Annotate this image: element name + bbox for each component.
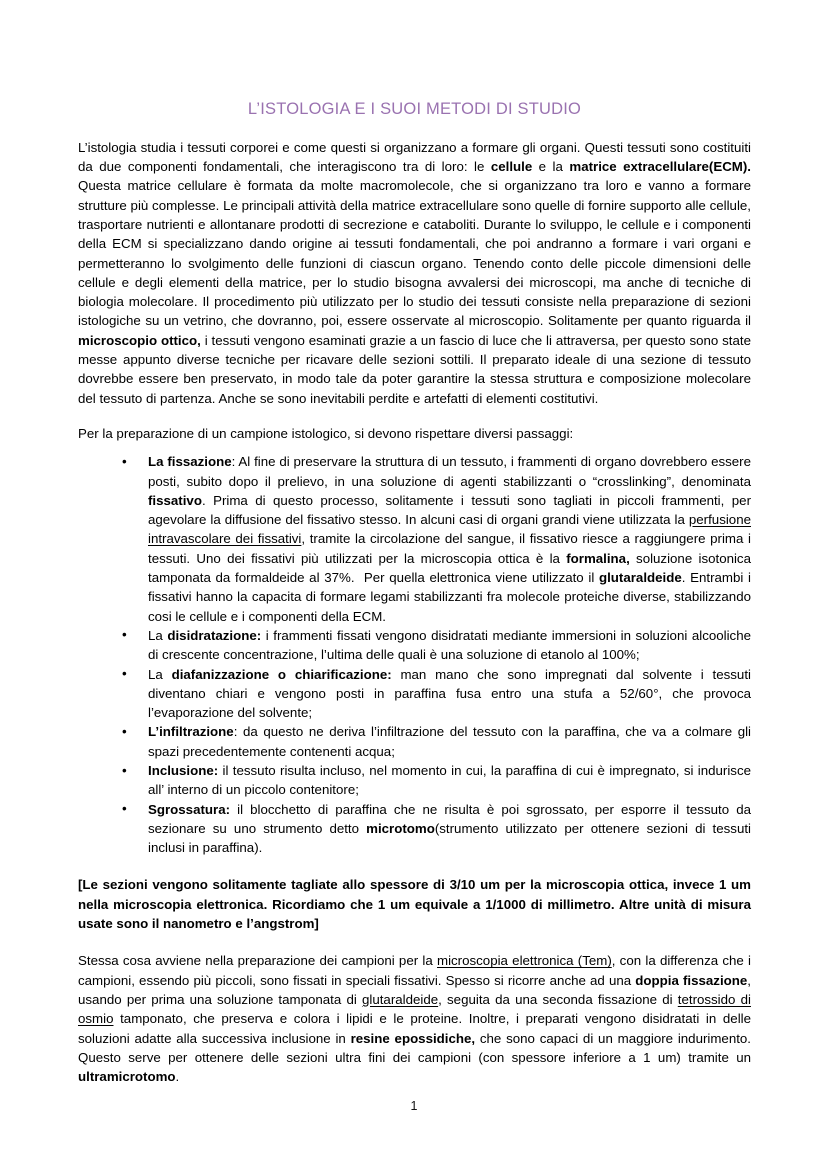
preparation-steps-list xyxy=(78,452,751,857)
list-item: • La disidratazione: i frammenti fissati vengono disidratati mediante immersioni in soluzioni alcooliche di crescente concentrazione, l’ultima delle quali è una soluzione di etanolo al 100%; xyxy=(122,626,751,665)
list-item: • Sgrossatura: il blocchetto di paraffina che ne risulta è poi sgrossato, per esporre il tessuto da sezionare su uno strumento detto microtomo(strumento utilizzato per ottenere sezioni di tessuti inclusi in paraffina). xyxy=(122,800,751,858)
list-item: • L’infiltrazione: da questo ne deriva l’infiltrazione del tessuto con la paraffina, che va a colmare gli spazi precedentemente contenenti acqua; xyxy=(122,722,751,761)
page-title: L’ISTOLOGIA E I SUOI METODI DI STUDIO xyxy=(247,100,582,118)
electron-microscopy-paragraph: Stessa cosa avviene nella preparazione dei campioni per la microscopia elettronica (Tem), con la differenza che i campioni, essendo più piccoli, sono fissati in speciali fissativi. Spesso si ricorre anche ad una doppia fissazione, usando per prima una soluzione tamponata di glutaraldeide, seguita da una seconda fissazione di tetrossido di osmio tamponato, che preserva e colora i lipidi e le proteine. Inoltre, i preparati vengono disidratati in delle soluzioni adatte alla successiva inclusione in resine epossidiche, che sono capaci di un maggiore indurimento. Questo serve per ottenere delle sezioni ultra fini dei campioni (con spessore inferiore a 1 um) tramite un ultramicrotomo. xyxy=(78,953,752,1085)
list-item: • Inclusione: il tessuto risulta incluso, nel momento in cui, la paraffina di cui è impregnato, si indurisce all’ interno di un piccolo contenitore; xyxy=(122,761,751,800)
document-content xyxy=(78,0,751,1086)
list-item: • La diafanizzazione o chiarificazione: man mano che sono impregnati dal solvente i tessuti diventano chiari e vengono posti in paraffina fusa entro una stufa a 52/60°, che provoca l’evaporazione del solvente; xyxy=(122,665,751,723)
intro-paragraph-1: L’istologia studia i tessuti corporei e come questi si organizzano a formare gli organi. Questi tessuti sono costituiti da due componenti fondamentali, che interagiscono tra di loro: le cellule e la matrice extracellulare(ECM). Questa matrice cellulare è formata da molte macromolecole, che si organizzano tra loro e vanno a formare strutture più complesse. Le principali attività della matrice extracellulare sono quelle di fornire supporto alle cellule, trasportare nutrienti e allontanare prodotti di secrezione e cataboliti. Durante lo sviluppo, le cellule e i componenti della ECM si specializzano dando origine ai tessuti fondamentali, che poi andranno a formare i vari organi e permetteranno lo svolgimento delle funzioni di ciascun organo. Tenendo conto delle piccole dimensioni delle cellule e degli elementi della matrice, per lo studio bisogna avvalersi dei microscopi, ma anche di tecniche di biologia molecolare. Il procedimento più utilizzato per lo studio dei tessuti consiste nella preparazione di sezioni istologiche su un vetrino, che dovranno, poi, essere osservate al microscopio. Solitamente per quanto riguarda il microscopio ottico, i tessuti vengono esaminati grazie a un fascio di luce che li attraversa, per questo sono state messe appunto diverse tecniche per ricavare delle sezioni sottili. Il preparato ideale di una sezione di tessuto dovrebbe essere ben preservato, in modo tale da poter garantire la stessa struttura e composizione molecolare del tessuto di partenza. Anche se sono inevitabili perdite e artefatti di elementi costitutivi. xyxy=(78,139,751,406)
thickness-note-paragraph: [Le sezioni vengono solitamente tagliate allo spessore di 3/10 um per la microscopia ottica, invece 1 um nella microscopia elettronica. Ricordiamo che 1 um equivale a 1/1000 di millimetro. Altre unità di misura usate sono il nanometro e l’angstrom] xyxy=(78,877,751,932)
intro-paragraph-2: Per la preparazione di un campione istologico, si devono rispettare diversi passaggi: xyxy=(78,425,574,441)
page-number: 1 xyxy=(410,1099,418,1113)
list-item: • La fissazione: Al fine di preservare la struttura di un tessuto, i frammenti di organo dovrebbero essere posti, subito dopo il prelievo, in una soluzione di agenti stabilizzanti o “crosslinking”, denominata fissativo. Prima di questo processo, solitamente i tessuti sono tagliati in piccoli frammenti, per agevolare la diffusione del fissativo stesso. In alcuni casi di organi grandi viene utilizzata la perfusione intravascolare dei fissativi, tramite la circolazione del sangue, il fissativo riesce a raggiungere prima i tessuti. Uno dei fissativi più utilizzati per la microscopia ottica è la formalina, soluzione isotonica tamponata da formaldeide al 37%. Per quella elettronica viene utilizzato il glutaraldeide. Entrambi i fissativi hanno la capacita di formare legami stabilizzanti fra molecole proteiche diverse, stabilizzando cosi le cellule e i componenti della ECM. xyxy=(122,452,751,626)
